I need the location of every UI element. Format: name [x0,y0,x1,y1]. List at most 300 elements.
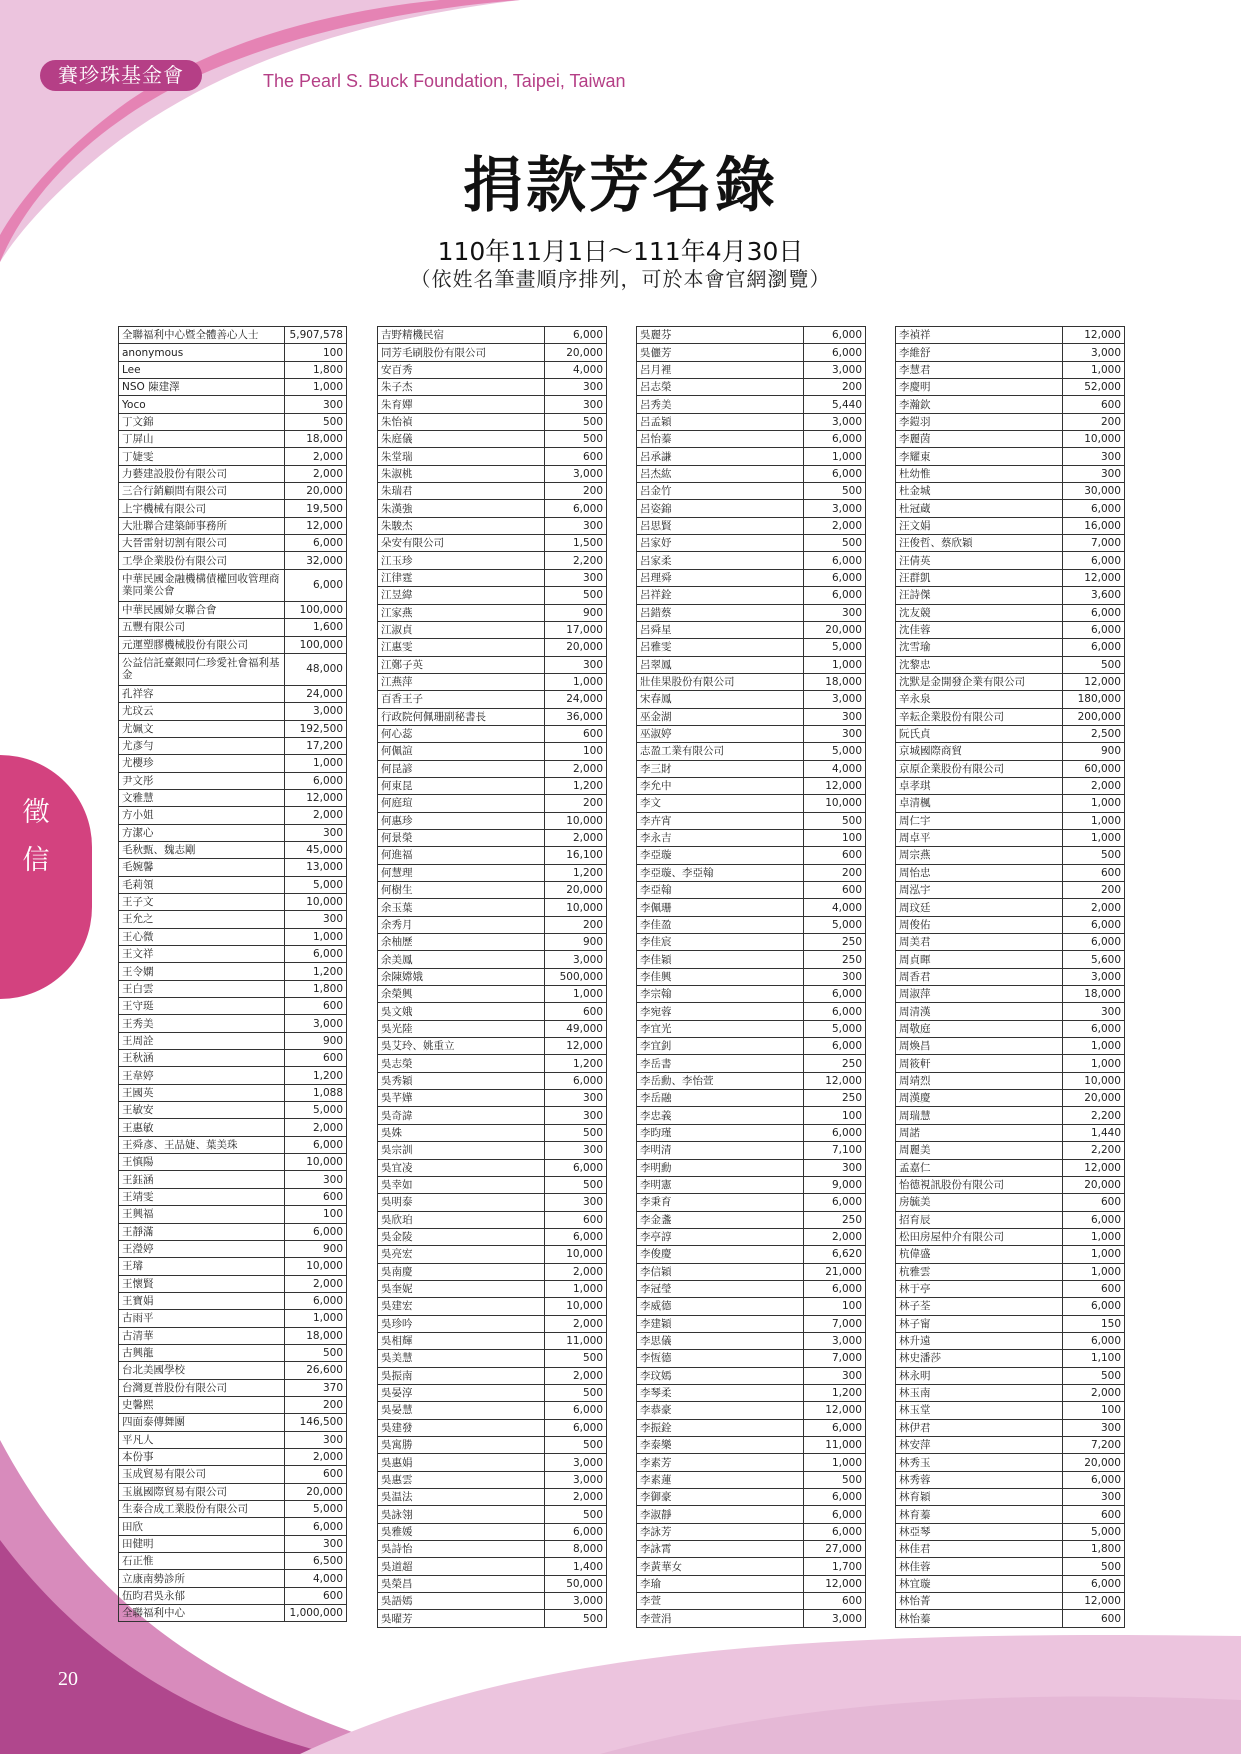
donor-name: 吳姝 [378,1124,545,1141]
donation-amount: 1,700 [804,1558,866,1575]
donation-amount: 1,500 [545,535,607,552]
donor-name: 周諾 [896,1124,1063,1141]
donor-name: 李黃華女 [637,1558,804,1575]
donor-row [637,743,866,760]
donation-amount: 6,000 [1063,552,1125,569]
donor-row [637,344,866,361]
donor-row [637,1541,866,1558]
donor-name: 京城國際商貿 [896,743,1063,760]
donor-name: 李岳勳、李怡萱 [637,1072,804,1089]
donor-row [896,344,1125,361]
brand-logo: 賽珍珠基金會 [40,60,202,91]
donor-row [119,980,347,997]
donor-row [119,601,347,618]
donor-name: 李亞翰 [637,882,804,899]
donor-row [378,448,607,465]
donor-row [378,1489,607,1506]
donor-name: 吳儷芳 [637,344,804,361]
donation-amount: 6,000 [804,1038,866,1055]
donor-name: 李明憲 [637,1176,804,1193]
donation-amount: 6,000 [804,1280,866,1297]
donor-name: 王惠敏 [119,1119,285,1136]
donor-name: 吳奇諱 [378,1107,545,1124]
donor-row [637,1194,866,1211]
donation-amount: 300 [1063,448,1125,465]
donor-name: 呂孟穎 [637,413,804,430]
donation-amount: 6,000 [804,1523,866,1540]
donation-amount: 600 [1063,1194,1125,1211]
donor-row [119,1518,347,1535]
donor-name: 史馨熙 [119,1396,285,1413]
donor-name: 志盈工業有限公司 [637,743,804,760]
donor-row [896,812,1125,829]
donor-name: 上宇機械有限公司 [119,500,285,517]
donor-row [119,789,347,806]
donor-name: 三合行銷顧問有限公司 [119,483,285,500]
donation-amount: 24,000 [545,691,607,708]
donor-row [637,396,866,413]
donation-amount: 600 [545,725,607,742]
donor-name: 王瀅婷 [119,1240,285,1257]
donor-row [119,841,347,858]
donor-name: 沈佳蓉 [896,621,1063,638]
donor-name: 杜冠蔵 [896,500,1063,517]
donation-amount: 6,000 [804,1419,866,1436]
donor-name: 王舜彥、王品婕、葉美珠 [119,1136,285,1153]
donor-row [637,1090,866,1107]
donor-name: 林永明 [896,1367,1063,1384]
donation-amount: 6,000 [1063,604,1125,621]
donor-name: 吳詠翎 [378,1506,545,1523]
donor-name: 方小姐 [119,807,285,824]
donation-amount: 12,000 [1063,673,1125,690]
donation-amount: 12,000 [545,1038,607,1055]
donor-name: 吳寓勝 [378,1437,545,1454]
donor-row [378,413,607,430]
donor-row [119,1292,347,1309]
donor-name: Yoco [119,396,285,413]
donor-row [896,1038,1125,1055]
donor-row [896,829,1125,846]
donor-name: 王周詮 [119,1032,285,1049]
donation-amount: 600 [804,847,866,864]
donor-row [119,1587,347,1604]
donation-amount: 2,000 [804,517,866,534]
donation-amount: 7,200 [1063,1437,1125,1454]
donor-row [119,413,347,430]
donation-amount: 1,000 [545,986,607,1003]
donor-row [378,968,607,985]
donor-name: 毛莉領 [119,876,285,893]
donation-amount: 10,000 [545,1298,607,1315]
donation-amount: 300 [545,569,607,586]
donation-amount: 12,000 [1063,569,1125,586]
donation-amount: 3,000 [545,1471,607,1488]
donor-name: 杭偉盛 [896,1246,1063,1263]
donor-name: 房毓美 [896,1194,1063,1211]
donation-amount: 2,000 [285,448,347,465]
donation-amount: 300 [1063,1419,1125,1436]
donor-name: 李禎祥 [896,327,1063,344]
donation-amount: 300 [1063,1003,1125,1020]
donor-row [637,1315,866,1332]
donor-name: 丁婕雯 [119,448,285,465]
donor-row [119,1206,347,1223]
donor-row [637,1280,866,1297]
donor-row [378,1384,607,1401]
donor-row [378,1280,607,1297]
donor-name: 卓清楓 [896,795,1063,812]
donor-name: 林育穎 [896,1489,1063,1506]
donor-row [119,1015,347,1032]
donor-name: 林秀蓉 [896,1471,1063,1488]
donor-row [896,621,1125,638]
donor-row [119,1310,347,1327]
donor-row [119,807,347,824]
donor-name: 吳芊嬅 [378,1090,545,1107]
donor-row [896,1610,1125,1627]
donation-amount: 10,000 [285,893,347,910]
donor-name: 吳南慶 [378,1263,545,1280]
donor-row [896,1506,1125,1523]
donor-row [637,604,866,621]
donor-row [896,795,1125,812]
donation-amount: 100 [804,1298,866,1315]
donation-amount: 300 [804,708,866,725]
donation-amount: 6,000 [1063,1575,1125,1592]
donor-name: 王韋婷 [119,1067,285,1084]
donor-row [119,893,347,910]
donor-row [378,691,607,708]
donor-name: 田健明 [119,1535,285,1552]
donor-table-1 [118,326,347,1622]
donor-name: 李振銓 [637,1419,804,1436]
donor-row [378,483,607,500]
donor-name: 李恭豪 [637,1402,804,1419]
donation-amount: 900 [545,934,607,951]
donor-row [119,1050,347,1067]
donor-name: 周香君 [896,968,1063,985]
donation-amount: 3,000 [804,1610,866,1627]
donor-name: 余柚歷 [378,934,545,951]
donor-name: 李鎧羽 [896,413,1063,430]
donor-name: 毛秋甄、魏志剛 [119,841,285,858]
donation-amount: 1,800 [285,361,347,378]
donation-amount: 100 [1063,1402,1125,1419]
donor-name: 呂月裡 [637,361,804,378]
donor-name: 吳榮昌 [378,1575,545,1592]
donor-row [896,934,1125,951]
donor-row [896,448,1125,465]
donor-row [378,1593,607,1610]
donation-amount: 6,000 [804,587,866,604]
donor-row [896,1489,1125,1506]
donor-row [637,1211,866,1228]
donation-amount: 600 [545,448,607,465]
donor-row [119,1327,347,1344]
donor-name: 文雅慧 [119,789,285,806]
donation-amount: 600 [545,1003,607,1020]
donor-row [378,517,607,534]
donor-name: 汪群凱 [896,569,1063,586]
donor-row [637,587,866,604]
donor-row [896,327,1125,344]
donor-row [119,653,347,685]
donor-name: 李佳盈 [637,916,804,933]
donor-name: 林佳君 [896,1541,1063,1558]
donor-row [896,483,1125,500]
donation-amount: 12,000 [285,517,347,534]
donor-row [378,535,607,552]
donor-name: 林育蓁 [896,1506,1063,1523]
donation-amount: 600 [1063,396,1125,413]
donation-amount: 500 [545,1124,607,1141]
donor-row [637,968,866,985]
donor-row [896,1072,1125,1089]
donation-amount: 2,000 [285,1119,347,1136]
donation-amount: 24,000 [285,685,347,702]
donor-row [119,1553,347,1570]
donation-amount: 200 [545,795,607,812]
donor-name: 李耀東 [896,448,1063,465]
donation-amount: 300 [285,1535,347,1552]
donor-name: 辛永泉 [896,691,1063,708]
donation-amount: 12,000 [285,789,347,806]
donation-amount: 6,000 [1063,934,1125,951]
donor-name: 古興龍 [119,1344,285,1361]
donation-amount: 6,000 [1063,1332,1125,1349]
donor-row [378,1437,607,1454]
donor-name: 同芳毛刷股份有限公司 [378,344,545,361]
donor-name: 吳詩怡 [378,1541,545,1558]
donor-name: 吳雅媛 [378,1523,545,1540]
donor-row [637,1437,866,1454]
donation-amount: 1,200 [545,1055,607,1072]
donor-name: 吳惠娟 [378,1454,545,1471]
donation-amount: 500 [545,1176,607,1193]
donor-name: 周煥昌 [896,1038,1063,1055]
donor-row [119,1379,347,1396]
donor-row [119,379,347,396]
donor-row [378,1454,607,1471]
donor-row [119,1501,347,1518]
donor-name: 孟嘉仁 [896,1159,1063,1176]
donation-amount: 18,000 [285,1327,347,1344]
donor-row [119,1136,347,1153]
donor-row [119,1466,347,1483]
donor-name: 呂翠鳳 [637,656,804,673]
donor-row [896,1332,1125,1349]
donor-row [637,1072,866,1089]
donation-amount: 250 [804,1211,866,1228]
donor-name: 吳秀穎 [378,1072,545,1089]
donor-name: 李亭諄 [637,1228,804,1245]
donor-row [896,916,1125,933]
donation-amount: 6,000 [285,569,347,601]
donation-amount: 2,000 [545,760,607,777]
donor-name: 王璿 [119,1258,285,1275]
donor-name: 何昆諺 [378,760,545,777]
donor-name: 朱怡禎 [378,413,545,430]
donation-amount: 6,000 [804,1194,866,1211]
donor-name: 呂理舜 [637,569,804,586]
donor-name: 林子荃 [896,1298,1063,1315]
donor-row [119,1535,347,1552]
donor-row [896,1246,1125,1263]
donation-amount: 16,100 [545,847,607,864]
side-tab-label: 徵信 [22,797,50,876]
donor-row [637,1523,866,1540]
donor-row [119,685,347,702]
page-title: 捐款芳名錄 [463,151,778,221]
donor-row [119,876,347,893]
donation-amount: 100 [804,829,866,846]
donor-row [637,812,866,829]
donor-row [896,1471,1125,1488]
donor-name: 吳美慧 [378,1350,545,1367]
donor-name: NSO 陳建澤 [119,379,285,396]
donor-name: 李玟嫣 [637,1367,804,1384]
donation-amount: 6,000 [545,1419,607,1436]
donation-amount: 5,000 [285,876,347,893]
donation-amount: 6,000 [1063,1298,1125,1315]
donation-amount: 300 [545,656,607,673]
donor-name: 李信穎 [637,1263,804,1280]
donation-amount: 500 [545,1350,607,1367]
donation-amount: 6,000 [1063,1471,1125,1488]
donor-name: 李宛蓉 [637,1003,804,1020]
donor-name: 何東昆 [378,777,545,794]
donor-row [896,1575,1125,1592]
donor-row [119,1483,347,1500]
donor-row [637,1142,866,1159]
donor-row [119,535,347,552]
donor-name: 百香王子 [378,691,545,708]
donor-name: 吳志榮 [378,1055,545,1072]
donation-amount: 6,000 [1063,639,1125,656]
donor-row [119,1605,347,1622]
donor-name: 阮氏貞 [896,725,1063,742]
donation-amount: 600 [285,998,347,1015]
donation-amount: 300 [285,1431,347,1448]
donation-amount: 300 [804,725,866,742]
donor-name: 李佳興 [637,968,804,985]
donation-amount: 146,500 [285,1414,347,1431]
donor-row [378,604,607,621]
donor-row [378,344,607,361]
donor-row [637,483,866,500]
donor-row [637,569,866,586]
donor-name: 招育辰 [896,1211,1063,1228]
donor-name: 江昱緯 [378,587,545,604]
donation-amount: 1,200 [285,963,347,980]
donation-amount: 12,000 [1063,327,1125,344]
donor-row [896,1280,1125,1297]
donation-amount: 20,000 [545,344,607,361]
donor-row [637,1575,866,1592]
donor-row [637,1610,866,1627]
donor-name: 王靜滿 [119,1223,285,1240]
donor-name: 林玉堂 [896,1402,1063,1419]
donor-row [896,1437,1125,1454]
donation-amount: 500 [804,1471,866,1488]
donation-amount: 3,000 [804,413,866,430]
donor-name: 吳亮宏 [378,1246,545,1263]
donor-row [119,946,347,963]
donor-row [896,986,1125,1003]
donation-amount: 6,000 [545,1228,607,1245]
donor-row [119,1119,347,1136]
donor-row [896,1298,1125,1315]
donation-amount: 6,000 [1063,1020,1125,1037]
donor-row [896,1142,1125,1159]
donor-row [119,755,347,772]
donation-amount: 6,000 [545,1402,607,1419]
donor-name: 本份事 [119,1448,285,1465]
donation-amount: 6,000 [1063,1211,1125,1228]
donor-row [378,1315,607,1332]
donation-amount: 3,000 [285,1015,347,1032]
donation-amount: 3,000 [1063,344,1125,361]
donor-row [896,1263,1125,1280]
donor-name: 丁屏山 [119,431,285,448]
donor-name: 李宜釗 [637,1038,804,1055]
donor-name: 何心蕊 [378,725,545,742]
donation-amount: 8,000 [545,1541,607,1558]
donation-amount: 1,000 [1063,829,1125,846]
donation-amount: 13,000 [285,859,347,876]
donor-name: 朱庭儀 [378,431,545,448]
donor-row [896,1419,1125,1436]
donation-amount: 1,000 [285,1310,347,1327]
donor-row [119,361,347,378]
donation-amount: 10,000 [545,1246,607,1263]
donation-amount: 2,000 [545,1315,607,1332]
donation-amount: 1,200 [545,777,607,794]
donor-row [378,1124,607,1141]
donor-name: 王靖雯 [119,1188,285,1205]
donation-amount: 600 [1063,1506,1125,1523]
donor-name: 李三財 [637,760,804,777]
donor-row [896,604,1125,621]
donor-name: 杜金城 [896,483,1063,500]
donation-amount: 6,000 [804,552,866,569]
donor-name: 呂怡蓁 [637,431,804,448]
donor-name: 方潔心 [119,824,285,841]
donor-row [637,1506,866,1523]
donor-name: 吳文娥 [378,1003,545,1020]
donor-name: 李明勳 [637,1159,804,1176]
donor-row [378,1350,607,1367]
donation-amount: 500 [1063,656,1125,673]
donor-name: 生泰合成工業股份有限公司 [119,1501,285,1518]
donor-name: 李冠瑩 [637,1280,804,1297]
donation-amount: 17,200 [285,737,347,754]
donor-name: 何佩諠 [378,743,545,760]
donation-amount: 5,000 [804,639,866,656]
donor-name: 林宜璇 [896,1575,1063,1592]
donor-name: 李恆德 [637,1350,804,1367]
donor-name: 吳艾玲、姚重立 [378,1038,545,1055]
donor-row [378,934,607,951]
donor-row [896,968,1125,985]
donor-table-4 [895,326,1125,1628]
donor-name: 李詠霄 [637,1541,804,1558]
donation-amount: 21,000 [804,1263,866,1280]
donor-row [378,379,607,396]
donor-row [119,824,347,841]
donor-row [896,1454,1125,1471]
